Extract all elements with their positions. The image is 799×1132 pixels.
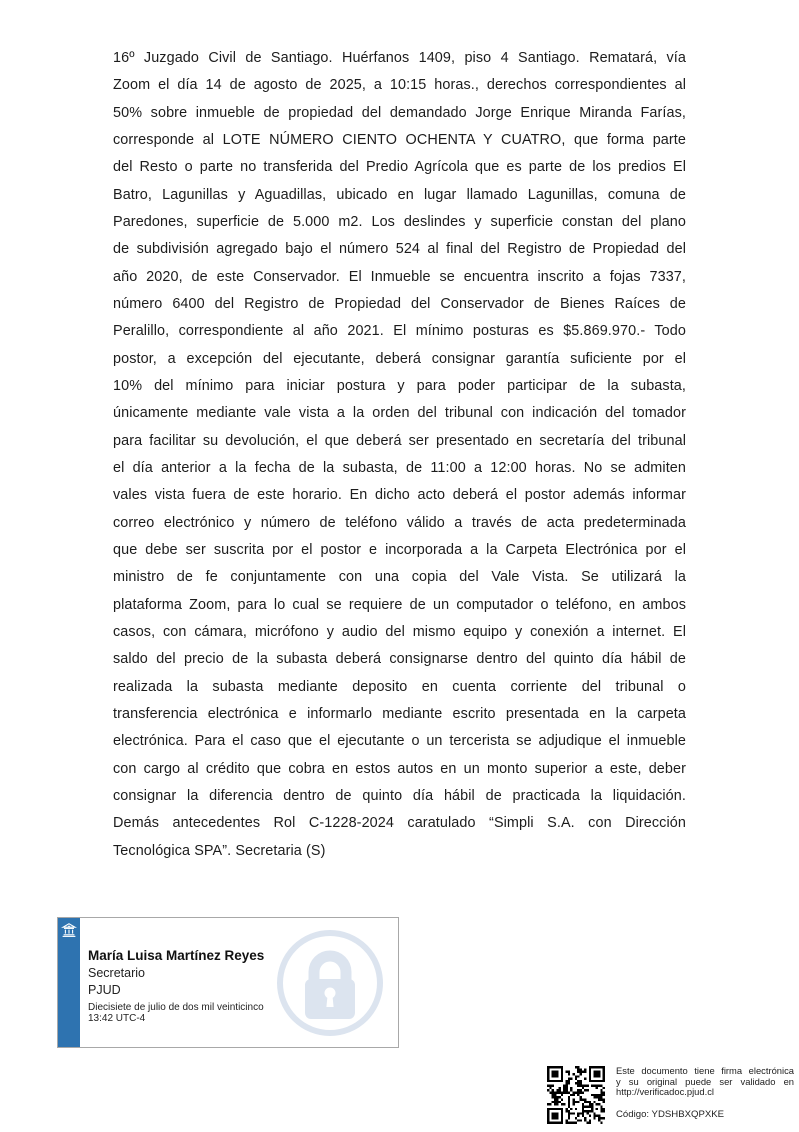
- signer-name: María Luisa Martínez Reyes: [88, 948, 265, 963]
- text-line: que debe ser suscrita por el postor e incorporada a la Carpeta Electrónica por el: [113, 541, 686, 558]
- text-line: de subdivisión agregado bajo el número 524 al final del Registro de Propiedad del: [113, 241, 686, 258]
- verification-code: Código: YDSHBXQPXKE: [616, 1108, 725, 1120]
- verification-note-line: y su original puede ser validado en: [616, 1075, 794, 1087]
- text-line: vales vista fuera de este horario. En dicho acto deberá el postor además informar: [113, 487, 686, 504]
- text-line: del Resto o parte no transferida del Predio Agrícola que es parte de los predios El: [113, 159, 686, 176]
- courthouse-icon: [58, 922, 80, 938]
- text-line: 10% del mínimo para iniciar postura y para poder participar de la subasta,: [113, 377, 686, 394]
- text-line: casos, con cámara, micrófono y audio del mismo equipo y conexión a internet. El: [113, 623, 686, 640]
- text-line: número 6400 del Registro de Propiedad del Conservador de Bienes Raíces de: [113, 295, 686, 312]
- text-line: transferencia electrónica e informarlo mediante escrito presentada en la carpeta: [113, 705, 686, 722]
- signature-time: 13:42 UTC-4: [88, 1013, 146, 1024]
- text-line: Tecnológica SPA”. Secretaria (S): [113, 842, 326, 859]
- signature-date: Diecisiete de julio de dos mil veinticinco: [88, 1002, 264, 1013]
- text-line: saldo del precio de la subasta deberá consignarse dentro del quinto día hábil de: [113, 651, 686, 668]
- signature-blue-strip: [58, 918, 80, 1047]
- text-line: correo electrónico y número de teléfono válido a través de acta predeterminada: [113, 514, 686, 531]
- verification-note-line: Este documento tiene firma electrónica: [616, 1065, 794, 1076]
- signer-org: PJUD: [88, 983, 121, 997]
- text-line: electrónica. Para el caso que el ejecutante o un tercerista se adjudique el inmueble: [113, 733, 686, 750]
- text-line: únicamente mediante vale vista a la orden del tribunal con indicación del tomador: [113, 405, 686, 422]
- verification-note: [616, 1066, 794, 1098]
- text-line: Peralillo, correspondiente al año 2021. El mínimo posturas es $5.869.970.- Todo: [113, 323, 686, 340]
- text-line: Zoom el día 14 de agosto de 2025, a 10:15 horas., derechos correspondientes al: [113, 77, 686, 94]
- text-line: con cargo al crédito que cobra en estos autos en un monto superior a este, deber: [113, 760, 686, 777]
- text-line: 16º Juzgado Civil de Santiago. Huérfanos 1409, piso 4 Santiago. Rematará, vía: [113, 50, 686, 66]
- text-line: consignar la diferencia dentro de quinto día hábil de practicada la liquidación.: [113, 787, 686, 804]
- text-line: postor, a excepción del ejecutante, deberá consignar garantía suficiente por el: [113, 350, 686, 367]
- text-line: realizada la subasta mediante deposito en cuenta corriente del tribunal o: [113, 678, 686, 695]
- text-line: plataforma Zoom, para lo cual se requiere de un computador o teléfono, en ambos: [113, 596, 686, 613]
- signature-block: [57, 917, 399, 1048]
- text-line: corresponde al LOTE NÚMERO CIENTO OCHENTA Y CUATRO, que forma parte: [113, 131, 686, 148]
- text-line: el día anterior a la fecha de la subasta, de 11:00 a 12:00 horas. No se admiten: [113, 459, 686, 476]
- text-line: 50% sobre inmueble de propiedad del demandado Jorge Enrique Miranda Farías,: [113, 104, 686, 121]
- text-line: Batro, Lagunillas y Aguadillas, ubicado en lugar llamado Lagunillas, comuna de: [113, 186, 686, 203]
- text-line: para facilitar su devolución, el que deberá ser presentado en secretaría del tribunal: [113, 432, 686, 449]
- document-body-text: [113, 45, 686, 865]
- signature-details: [88, 947, 392, 1024]
- text-line: Paredones, superficie de 5.000 m2. Los deslindes y superficie constan del plano: [113, 213, 686, 230]
- verification-note-line: http://verificadoc.pjud.cl: [616, 1086, 714, 1098]
- verification-text: [616, 1066, 794, 1120]
- text-line: Demás antecedentes Rol C-1228-2024 caratulado “Simpli S.A. con Dirección: [113, 815, 686, 832]
- qr-code: [547, 1066, 605, 1124]
- signer-role: Secretario: [88, 966, 145, 980]
- text-line: año 2020, de este Conservador. El Inmueble se encuentra inscrito a fojas 7337,: [113, 268, 686, 285]
- text-line: ministro de fe conjuntamente con una copia del Vale Vista. Se utilizará la: [113, 569, 686, 586]
